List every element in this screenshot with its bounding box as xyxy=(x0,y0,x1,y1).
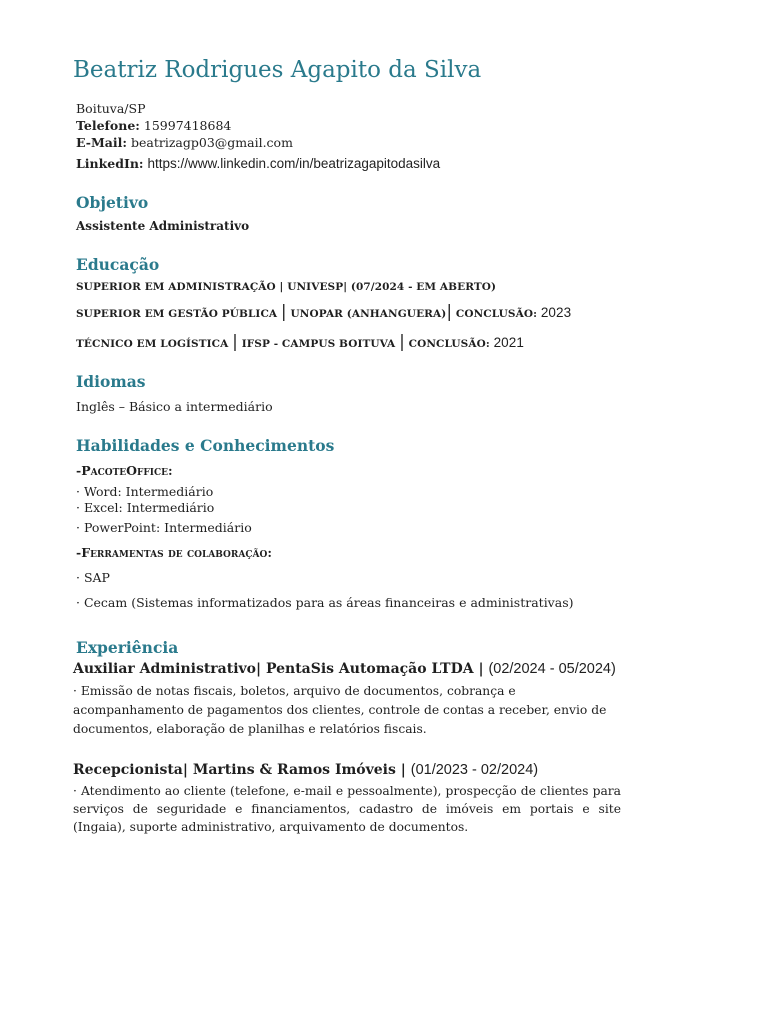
job-2-description: · Atendimento ao cliente (telefone, e-mail e pessoalmente), prospecção de clientes para serviços de seguridade e financiamentos, cadastro de imóveis em portais e site (Ingaia), suporte administrativo, arquivamento de documentos. xyxy=(73,784,621,834)
education-item-3-year: 2021 xyxy=(493,335,525,350)
contact-email xyxy=(76,135,293,150)
education-item-2-school: UNOPAR (ANHANGUERA) xyxy=(286,308,447,320)
objective-heading: Objetivo xyxy=(76,193,149,212)
education-item-3: TÉCNICO EM LOGÍSTICA | IFSP - CAMPUS BOITUVA | CONCLUSÃO: 2021 xyxy=(76,332,525,352)
linkedin-link[interactable]: https://www.linkedin.com/in/beatrizagapitodasilva xyxy=(147,156,441,171)
collab-title: -Ferramentas de colaboração: xyxy=(76,545,272,560)
collab-item-sap: · SAP xyxy=(76,570,110,585)
education-heading: Educação xyxy=(76,255,160,274)
phone-label: Telefone: xyxy=(76,118,140,133)
education-item-3-course: TÉCNICO EM LOGÍSTICA xyxy=(76,338,233,350)
linkedin-label: LinkedIn: xyxy=(76,156,144,171)
education-item-2-course: SUPERIOR EM GESTÃO PÚBLICA xyxy=(76,308,281,320)
job-1-role-company: Auxiliar Administrativo| PentaSis Automação LTDA | xyxy=(73,661,489,677)
job-title-1 xyxy=(73,661,616,677)
education-item-2: SUPERIOR EM GESTÃO PÚBLICA | UNOPAR (ANHANGUERA)| CONCLUSÃO: 2023 xyxy=(76,302,572,322)
office-item-excel: · Excel: Intermediário xyxy=(76,500,215,515)
office-item-powerpoint: · PowerPoint: Intermediário xyxy=(76,520,252,535)
contact-phone xyxy=(76,118,231,133)
email-value[interactable]: beatrizagp03@gmail.com xyxy=(130,135,293,150)
office-title: -PacoteOffice: xyxy=(76,463,173,478)
email-label: E-Mail: xyxy=(76,135,127,150)
education-item-1: SUPERIOR EM ADMINISTRAÇÃO | UNIVESP| (07/2024 - EM ABERTO) xyxy=(76,281,497,293)
office-item-word: · Word: Intermediário xyxy=(76,484,214,499)
contact-city: Boituva/SP xyxy=(76,101,146,116)
education-item-3-conclusion-label: CONCLUSÃO: xyxy=(404,338,494,350)
job-1-dates: (02/2024 - 05/2024) xyxy=(488,661,616,677)
education-item-2-year: 2023 xyxy=(540,305,572,320)
contact-linkedin xyxy=(76,156,440,171)
job-2-role-company: Recepcionista| Martins & Ramos Imóveis | xyxy=(73,762,411,778)
languages-heading: Idiomas xyxy=(76,372,146,391)
experience-heading: Experiência xyxy=(76,638,179,657)
candidate-name: Beatriz Rodrigues Agapito da Silva xyxy=(73,57,482,83)
education-item-3-school: IFSP - CAMPUS BOITUVA xyxy=(237,338,400,350)
education-item-2-conclusion-label: CONCLUSÃO: xyxy=(452,308,541,320)
job-2-dates: (01/2023 - 02/2024) xyxy=(410,762,539,778)
languages-text: Inglês – Básico a intermediário xyxy=(76,399,273,414)
skills-heading: Habilidades e Conhecimentos xyxy=(76,436,335,455)
objective-text: Assistente Administrativo xyxy=(76,219,250,233)
job-1-description: · Emissão de notas fiscais, boletos, arquivo de documentos, cobrança e acompanhamento de pagamentos dos clientes, controle de contas a receber, envio de documentos, elaboração de planilhas e relatórios fiscais. xyxy=(73,684,607,736)
collab-item-cecam: · Cecam (Sistemas informatizados para as áreas financeiras e administrativas) xyxy=(76,595,574,610)
job-title-2 xyxy=(73,762,538,778)
phone-value: 15997418684 xyxy=(143,118,232,133)
